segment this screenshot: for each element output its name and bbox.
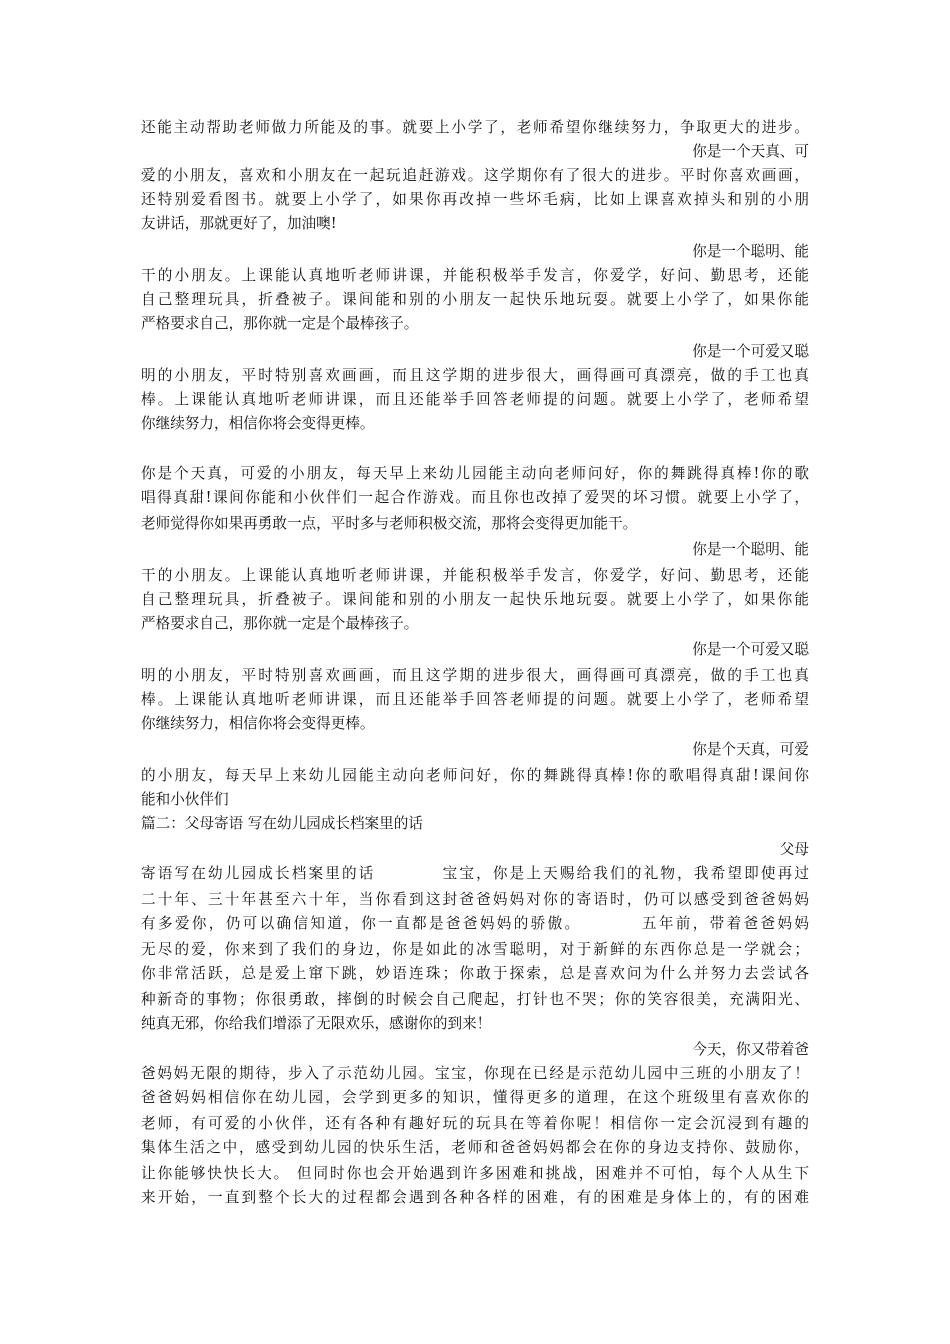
text-line: 你是一个可爱又聪 xyxy=(692,343,809,360)
text-line: 你是一个天真、可 xyxy=(692,143,809,160)
text-line: 严格要求自己，那你就一定是个最棒孩子。 xyxy=(141,315,419,332)
text-line: 纯真无邪，你给我们增添了无限欢乐，感谢你的到来！ xyxy=(141,1015,492,1032)
text-line: 干的小朋友。上课能认真地听老师讲课，并能积极举手发言，你爱学，好问、勤思考，还能 xyxy=(141,267,809,284)
text-line: 父母 xyxy=(779,841,809,858)
text-line: 爸妈妈无限的期待，步入了示范幼儿园。宝宝，你现在已经是示范幼儿园中三班的小朋友了！ xyxy=(141,1065,809,1082)
text-line: 自己整理玩具，折叠被子。课间能和别的小朋友一起快乐地玩耍。就要上小学了，如果你能 xyxy=(141,291,809,308)
text-line: 友讲话，那就更好了，加油噢! xyxy=(141,215,337,232)
text-line: 你是个天真，可爱的小朋友，每天早上来幼儿园能主动向老师问好，你的舞跳得真棒!你的歌 xyxy=(141,465,809,482)
text-line: 棒。上课能认真地听老师讲课，而且还能举手回答老师提的问题。就要上小学了，老师希望 xyxy=(141,391,809,408)
text-line: 爱的小朋友，喜欢和小朋友在一起玩追赶游戏。这学期你有了很大的进步。平时你喜欢画画， xyxy=(141,167,809,184)
text-line: 你是一个聪明、能 xyxy=(692,243,809,260)
text-line: 有多爱你，仍可以确信知道，你一直都是爸爸妈妈的骄傲。 五年前，带着爸爸妈妈 xyxy=(141,915,809,932)
text-line: 老师，有可爱的小伙伴，还有各种有趣好玩的玩具在等着你呢！相信你一定会沉浸到有趣的 xyxy=(141,1115,809,1132)
text-line: 寄语写在幼儿园成长档案里的话 宝宝，你是上天赐给我们的礼物，我希望即使再过 xyxy=(141,865,809,882)
text-line: 你非常活跃，总是爱上窜下跳，妙语连珠；你敢于探索，总是喜欢问为什么并努力去尝试各 xyxy=(141,965,809,982)
text-line: 还能主动帮助老师做力所能及的事。就要上小学了，老师希望你继续努力，争取更大的进步。 xyxy=(141,119,809,136)
text-line: 明的小朋友，平时特别喜欢画画，而且这学期的进步很大，画得画可真漂亮，做的手工也真 xyxy=(141,667,809,684)
text-line: 让你能够快快长大。 但同时你也会开始遇到许多困难和挑战，困难并不可怕，每个人从生下 xyxy=(141,1165,809,1182)
section-heading: 篇二：父母寄语 写在幼儿园成长档案里的话 xyxy=(141,815,423,832)
text-line: 能和小伙伴们 xyxy=(141,791,229,808)
text-line: 集体生活之中，感受到幼儿园的快乐生活，老师和爸爸妈妈都会在你的身边支持你、鼓励你， xyxy=(141,1139,809,1156)
text-line: 明的小朋友，平时特别喜欢画画，而且这学期的进步很大，画得画可真漂亮，做的手工也真 xyxy=(141,367,809,384)
text-line: 你是个天真，可爱 xyxy=(692,741,809,758)
text-line: 你继续努力，相信你将会变得更棒。 xyxy=(141,715,375,732)
text-line: 你是一个可爱又聪 xyxy=(692,641,809,658)
text-line: 的小朋友，每天早上来幼儿园能主动向老师问好，你的舞跳得真棒!你的歌唱得真甜!课间你 xyxy=(141,767,809,784)
text-line: 严格要求自己，那你就一定是个最棒孩子。 xyxy=(141,615,419,632)
text-line: 你是一个聪明、能 xyxy=(692,541,809,558)
text-line: 种新奇的事物；你很勇敢，摔倒的时候会自己爬起，打针也不哭；你的笑容很美，充满阳光、 xyxy=(141,991,809,1008)
text-line: 干的小朋友。上课能认真地听老师讲课，并能积极举手发言，你爱学，好问、勤思考，还能 xyxy=(141,567,809,584)
text-line: 自己整理玩具，折叠被子。课间能和别的小朋友一起快乐地玩耍。就要上小学了，如果你能 xyxy=(141,591,809,608)
text-line: 无尽的爱，你来到了我们的身边，你是如此的冰雪聪明，对于新鲜的东西你总是一学就会； xyxy=(141,941,809,958)
text-line: 棒。上课能认真地听老师讲课，而且还能举手回答老师提的问题。就要上小学了，老师希望 xyxy=(141,691,809,708)
text-line: 唱得真甜!课间你能和小伙伴们一起合作游戏。而且你也改掉了爱哭的坏习惯。就要上小学了， xyxy=(141,489,809,506)
text-line: 来开始，一直到整个长大的过程都会遇到各种各样的困难，有的困难是身体上的，有的困难 xyxy=(141,1189,809,1206)
text-line: 二十年、三十年甚至六十年，当你看到这封爸爸妈妈对你的寄语时，仍可以感受到爸爸妈妈 xyxy=(141,891,809,908)
text-line: 你继续努力，相信你将会变得更棒。 xyxy=(141,415,375,432)
text-line: 还特别爱看图书。就要上小学了，如果你再改掉一些坏毛病，比如上课喜欢掉头和别的小朋 xyxy=(141,191,809,208)
text-line: 老师觉得你如果再勇敢一点，平时多与老师积极交流，那将会变得更加能干。 xyxy=(141,515,638,532)
text-line: 爸爸妈妈相信你在幼儿园，会学到更多的知识，懂得更多的道理，在这个班级里有喜欢你的 xyxy=(141,1089,809,1106)
text-line: 今天，你又带着爸 xyxy=(692,1041,809,1058)
